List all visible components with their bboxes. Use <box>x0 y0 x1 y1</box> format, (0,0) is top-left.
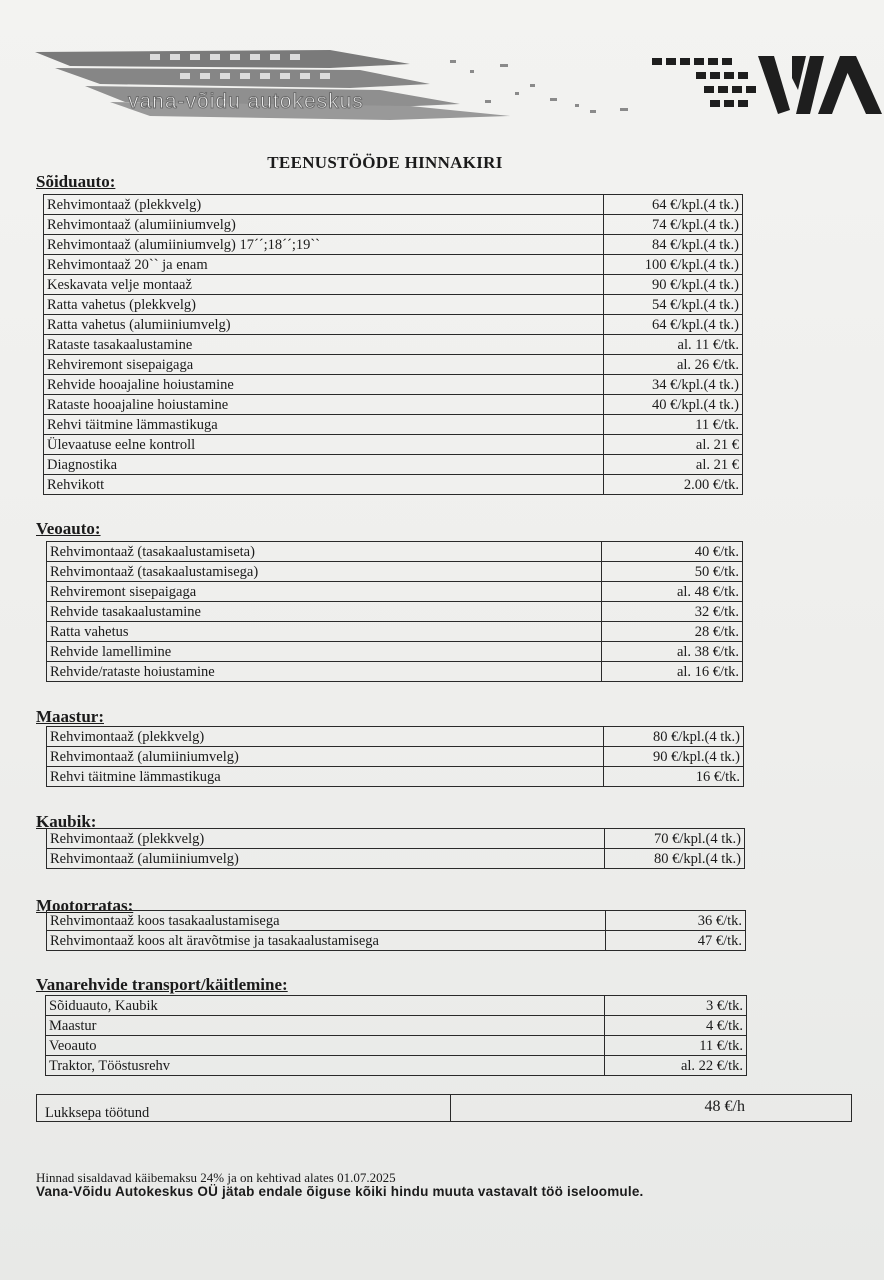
service-price: 47 €/tk. <box>606 931 746 951</box>
table-mootorratas <box>46 910 746 951</box>
vat-note: Hinnad sisaldavad käibemaksu 24% ja on kehtivad alates 01.07.2025 <box>36 1170 396 1185</box>
section-title-maastur: Maastur: <box>36 707 104 726</box>
service-price: 90 €/kpl.(4 tk.) <box>604 747 744 767</box>
service-name: Rehvide tasakaalustamine <box>47 602 602 622</box>
brand-name: vana-võidu autokeskus <box>128 90 364 113</box>
table-veoauto <box>46 541 743 682</box>
service-name: Rehvide hooajaline hoiustamine <box>44 375 604 395</box>
service-name: Rehvimontaaž (plekkvelg) <box>47 727 604 747</box>
table-row <box>44 215 743 235</box>
service-price: al. 48 €/tk. <box>602 582 743 602</box>
table-kaubik <box>46 828 745 869</box>
service-price: al. 21 € <box>604 455 743 475</box>
service-price: 54 €/kpl.(4 tk.) <box>604 295 743 315</box>
service-name: Maastur <box>46 1016 605 1036</box>
service-price: 16 €/tk. <box>604 767 744 787</box>
service-price: 28 €/tk. <box>602 622 743 642</box>
service-price: 3 €/tk. <box>605 996 747 1016</box>
service-name: Rehvimontaaž koos alt äravõtmise ja tasakaalustamisega <box>47 931 606 951</box>
service-price: 11 €/tk. <box>605 1036 747 1056</box>
service-name: Rehvi täitmine lämmastikuga <box>44 415 604 435</box>
table-row <box>47 582 743 602</box>
table-row <box>47 727 744 747</box>
table-row <box>44 235 743 255</box>
service-name: Ratta vahetus <box>47 622 602 642</box>
table-soiduauto <box>43 194 743 495</box>
service-name: Rehvimontaaž (plekkvelg) <box>44 195 604 215</box>
service-price: 4 €/tk. <box>605 1016 747 1036</box>
service-price: al. 22 €/tk. <box>605 1056 747 1076</box>
service-name: Rehvimontaaž (alumiiniumvelg) 17´´;18´´;19`` <box>44 235 604 255</box>
service-price: 90 €/kpl.(4 tk.) <box>604 275 743 295</box>
table-vanarehvid <box>45 995 747 1076</box>
service-name: Keskavata velje montaaž <box>44 275 604 295</box>
service-name: Rehvimontaaž (alumiiniumvelg) <box>47 849 605 869</box>
service-price: al. 11 €/tk. <box>604 335 743 355</box>
table-row <box>47 829 745 849</box>
table-row <box>44 415 743 435</box>
service-price: al. 21 € <box>604 435 743 455</box>
service-price: 80 €/kpl.(4 tk.) <box>605 849 745 869</box>
service-price: 80 €/kpl.(4 tk.) <box>604 727 744 747</box>
service-name: Rehvimontaaž (alumiiniumvelg) <box>47 747 604 767</box>
service-price: 34 €/kpl.(4 tk.) <box>604 375 743 395</box>
service-name: Rehvide lamellimine <box>47 642 602 662</box>
section-title-mootorratas: Mootorratas: <box>36 896 134 915</box>
service-name: Rehvikott <box>44 475 604 495</box>
document-title: TEENUSTÖÖDE HINNAKIRI <box>267 153 503 172</box>
section-title-vanarehvid: Vanarehvide transport/käitlemine: <box>36 975 288 994</box>
table-row <box>44 275 743 295</box>
service-name: Sõiduauto, Kaubik <box>46 996 605 1016</box>
service-name: Rehvide/rataste hoiustamine <box>47 662 602 682</box>
table-row <box>44 355 743 375</box>
section-title-kaubik: Kaubik: <box>36 812 97 831</box>
service-name: Rehviremont sisepaigaga <box>47 582 602 602</box>
table-row <box>47 911 746 931</box>
service-price: 40 €/tk. <box>602 542 743 562</box>
table-row <box>46 1016 747 1036</box>
service-name: Veoauto <box>46 1036 605 1056</box>
service-price: 40 €/kpl.(4 tk.) <box>604 395 743 415</box>
service-name: Rehvimontaaž (alumiiniumvelg) <box>44 215 604 235</box>
table-row <box>47 767 744 787</box>
table-row <box>44 335 743 355</box>
table-row <box>47 562 743 582</box>
table-row <box>47 542 743 562</box>
table-row <box>47 662 743 682</box>
service-name: Rehvi täitmine lämmastikuga <box>47 767 604 787</box>
rights-note: Vana-Võidu Autokeskus OÜ jätab endale õiguse kõiki hindu muuta vastavalt töö iseloomule. <box>36 1184 644 1199</box>
service-price: 100 €/kpl.(4 tk.) <box>604 255 743 275</box>
service-price: al. 16 €/tk. <box>602 662 743 682</box>
table-row <box>47 622 743 642</box>
table-row <box>44 195 743 215</box>
table-row <box>44 435 743 455</box>
section-title-veoauto: Veoauto: <box>36 519 101 538</box>
table-row <box>44 375 743 395</box>
service-price: 50 €/tk. <box>602 562 743 582</box>
service-name: Rehvimontaaž 20`` ja enam <box>44 255 604 275</box>
service-price: al. 38 €/tk. <box>602 642 743 662</box>
locksmith-label: Lukksepa töötund <box>37 1095 451 1121</box>
section-title-soiduauto: Sõiduauto: <box>36 172 116 191</box>
table-maastur <box>46 726 744 787</box>
table-row <box>44 475 743 495</box>
service-price: 32 €/tk. <box>602 602 743 622</box>
service-price: 74 €/kpl.(4 tk.) <box>604 215 743 235</box>
locksmith-row <box>36 1094 852 1122</box>
service-price: 11 €/tk. <box>604 415 743 435</box>
brand-logo-mark <box>650 50 884 120</box>
table-row <box>46 996 747 1016</box>
table-row <box>46 1036 747 1056</box>
table-row <box>47 849 745 869</box>
service-name: Ülevaatuse eelne kontroll <box>44 435 604 455</box>
service-name: Ratta vahetus (plekkvelg) <box>44 295 604 315</box>
service-price: al. 26 €/tk. <box>604 355 743 375</box>
table-row <box>44 395 743 415</box>
service-price: 2.00 €/tk. <box>604 475 743 495</box>
service-name: Traktor, Tööstusrehv <box>46 1056 605 1076</box>
service-price: 70 €/kpl.(4 tk.) <box>605 829 745 849</box>
service-price: 84 €/kpl.(4 tk.) <box>604 235 743 255</box>
service-name: Rehvimontaaž koos tasakaalustamisega <box>47 911 606 931</box>
table-row <box>47 642 743 662</box>
table-row <box>44 315 743 335</box>
table-row <box>44 295 743 315</box>
table-row <box>44 255 743 275</box>
service-name: Diagnostika <box>44 455 604 475</box>
table-row <box>47 602 743 622</box>
service-name: Rataste tasakaalustamine <box>44 335 604 355</box>
table-row <box>46 1056 747 1076</box>
service-name: Rehvimontaaž (tasakaalustamisega) <box>47 562 602 582</box>
service-price: 64 €/kpl.(4 tk.) <box>604 195 743 215</box>
service-price: 36 €/tk. <box>606 911 746 931</box>
table-row <box>47 747 744 767</box>
locksmith-price: 48 €/h <box>704 1098 745 1115</box>
service-name: Rataste hooajaline hoiustamine <box>44 395 604 415</box>
service-name: Rehvimontaaž (plekkvelg) <box>47 829 605 849</box>
service-name: Rehviremont sisepaigaga <box>44 355 604 375</box>
service-price: 64 €/kpl.(4 tk.) <box>604 315 743 335</box>
table-row <box>44 455 743 475</box>
service-name: Ratta vahetus (alumiiniumvelg) <box>44 315 604 335</box>
table-row <box>47 931 746 951</box>
service-name: Rehvimontaaž (tasakaalustamiseta) <box>47 542 602 562</box>
